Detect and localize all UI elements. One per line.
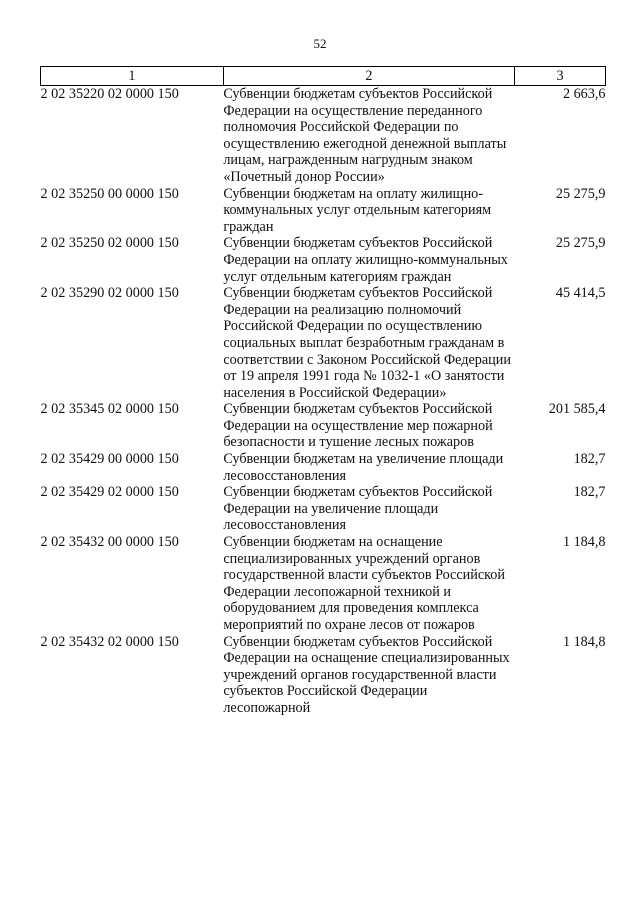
table-row	[41, 235, 606, 285]
row-amount: 45 414,5	[555, 285, 606, 302]
row-description: Субвенции бюджетам субъектов Российской Федерации на осуществление переданного полномочия Российской Федерации по осуществлению ежегодной денежной выплаты лицам, награжденным нагрудным знаком «Почетный донор России»	[223, 86, 507, 185]
column-header-description: 2	[223, 67, 514, 86]
column-header-code: 1	[41, 67, 224, 86]
row-description: Субвенции бюджетам субъектов Российской Федерации на реализацию полномочий Российской Федерации по осуществлению социальных выплат безработным гражданам в соответствии с Законом Российской Федерации от 19 апреля 1991 года № 1032-1 «О занятости населения в Российской Федерации»	[223, 285, 511, 401]
row-description: Субвенции бюджетам субъектов Российской Федерации на оплату жилищно-коммунальных услуг отдельным категориям граждан	[223, 235, 508, 285]
row-code: 2 02 35429 00 0000 150	[40, 451, 179, 468]
row-description: Субвенции бюджетам субъектов Российской Федерации на осуществление мер пожарной безопасности и тушение лесных пожаров	[223, 401, 493, 451]
row-amount: 25 275,9	[555, 235, 606, 252]
row-amount: 1 184,8	[562, 534, 606, 551]
table-row	[41, 451, 606, 484]
table-header	[41, 67, 606, 86]
row-amount: 1 184,8	[562, 633, 606, 650]
row-description: Субвенции бюджетам субъектов Российской Федерации на увеличение площади лесовосстановления	[223, 484, 493, 534]
row-code: 2 02 35290 02 0000 150	[40, 285, 179, 302]
row-code: 2 02 35429 02 0000 150	[40, 484, 179, 501]
table-row	[41, 186, 606, 236]
table-row	[41, 634, 606, 717]
row-code: 2 02 35345 02 0000 150	[40, 401, 179, 418]
table-row	[41, 534, 606, 634]
row-description: Субвенции бюджетам на оснащение специализированных учреждений органов государственной власти субъектов Российской Федерации лесопожарной техникой и оборудованием для проведения комплекса мероприятий по охране лесов от пожаров	[223, 534, 505, 633]
row-description: Субвенции бюджетам на оплату жилищно-коммунальных услуг отдельным категориям граждан	[223, 185, 492, 235]
column-header-amount: 3	[515, 67, 606, 86]
row-amount: 2 663,6	[562, 86, 606, 102]
page-number: 52	[313, 36, 327, 51]
row-amount: 201 585,4	[548, 401, 606, 418]
row-code: 2 02 35250 00 0000 150	[40, 185, 179, 202]
table-row	[41, 86, 606, 186]
table-row	[41, 484, 606, 534]
row-amount: 182,7	[573, 451, 606, 468]
table-body	[41, 86, 606, 717]
header-row	[41, 67, 606, 86]
table-row	[41, 401, 606, 451]
row-code: 2 02 35250 02 0000 150	[40, 235, 179, 252]
row-code: 2 02 35432 00 0000 150	[40, 534, 179, 551]
budget-table	[40, 66, 606, 717]
row-code: 2 02 35432 02 0000 150	[40, 633, 179, 650]
table-row	[41, 285, 606, 401]
row-code: 2 02 35220 02 0000 150	[40, 86, 179, 102]
row-amount: 182,7	[573, 484, 606, 501]
row-description: Субвенции бюджетам субъектов Российской Федерации на оснащение специализированных учреждений органов государственной власти субъектов Российской Федерации лесопожарной	[223, 633, 510, 716]
row-description: Субвенции бюджетам на увеличение площади лесовосстановления	[223, 451, 504, 484]
row-amount: 25 275,9	[555, 185, 606, 202]
